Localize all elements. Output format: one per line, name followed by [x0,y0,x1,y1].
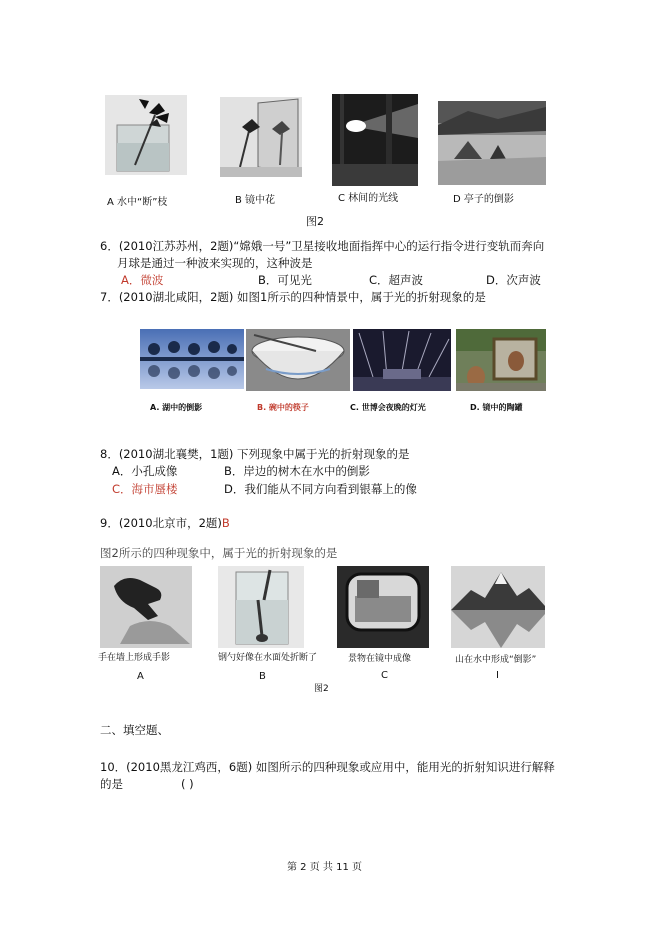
q9-figure-intro: 图2所示的四种现象中，属于光的折射现象的是 [100,546,338,560]
q6-option-c: C．超声波 [369,273,424,287]
photo-mountain-reflection [451,566,545,648]
page-footer: 第 2 页 共 11 页 [287,862,362,873]
photo-mirror-pottery [456,329,546,391]
q8-line1: 8．(2010湖北襄樊，1题) 下列现象中属于光的折射现象的是 [100,447,410,461]
caption-d: D 亭子的倒影 [453,194,514,205]
q9-caption-b: 钢勺好像在水面处折断了 [218,653,318,663]
q9-caption-c: 景物在镜中成像 [348,654,412,664]
photo-expo-night-lights [353,329,451,391]
q9-figure-label: 图2 [314,684,329,694]
figure-label: 图2 [306,215,324,228]
photo-pavilion-reflection [438,101,546,185]
caption-c: C 林间的光线 [338,193,399,204]
q8-option-c: C．海市蜃楼 [112,482,178,496]
q6-option-a: A．微波 [121,273,164,287]
q10-answer-blank: ( ) [181,777,194,791]
q9-line1 [100,515,230,531]
photo-spoon-in-glass [218,566,304,648]
q9-answer: B [221,516,230,530]
photo-flower-in-mirror [220,97,302,177]
q10-line1: 10．(2010黑龙江鸡西，6题) 如图所示的四种现象或应用中，能用光的折射知识进行解释 [100,760,555,774]
q9-letter-b: B [259,671,266,682]
photo-hand-shadow [100,566,192,648]
q10-line2 [100,776,194,792]
photo-branch-in-water [105,95,187,175]
caption-b: B 镜中花 [235,195,276,206]
caption-a: A 水中“断”枝 [107,197,168,208]
q9-caption-d: 山在水中形成“倒影” [455,655,537,665]
q7-caption-b: B. 碗中的筷子 [257,403,309,412]
q9-stem: 9．(2010北京市，2题) [100,516,222,530]
q8-option-b: B．岸边的树木在水中的倒影 [224,464,370,478]
q7-caption-d: D. 镜中的陶罐 [470,403,523,412]
q9-letter-d: I [496,670,499,681]
photo-car-mirror [337,566,429,648]
q6-line1: 6．(2010江苏苏州，2题)“嫦娥一号”卫星接收地面指挥中心的运行指令进行变轨而奔向 [100,239,545,253]
section-heading-fill-in: 二、填空题、 [100,723,169,737]
q8-option-a: A．小孔成像 [112,464,178,478]
q9-letter-a: A [137,671,144,682]
q9-letter-c: C [381,670,388,681]
q6-line2: 月球是通过一种波来实现的，这种波是 [117,256,313,270]
q8-option-d: D．我们能从不同方向看到银幕上的像 [224,482,417,496]
q7-caption-a: A. 湖中的倒影 [150,403,203,412]
photo-forest-light-rays [332,94,418,186]
q7-caption-c: C. 世博会夜晚的灯光 [350,403,426,412]
q7-line1: 7．(2010湖北咸阳，2题) 如图1所示的四种情景中，属于光的折射现象的是 [100,290,486,304]
q9-caption-a: 手在墙上形成手影 [98,653,171,663]
q6-option-b: B．可见光 [258,273,312,287]
photo-lake-reflection [140,329,244,389]
q6-option-d: D．次声波 [486,273,541,287]
q10-stem-end: 的是 [100,777,123,791]
photo-chopsticks-bowl [246,329,350,391]
